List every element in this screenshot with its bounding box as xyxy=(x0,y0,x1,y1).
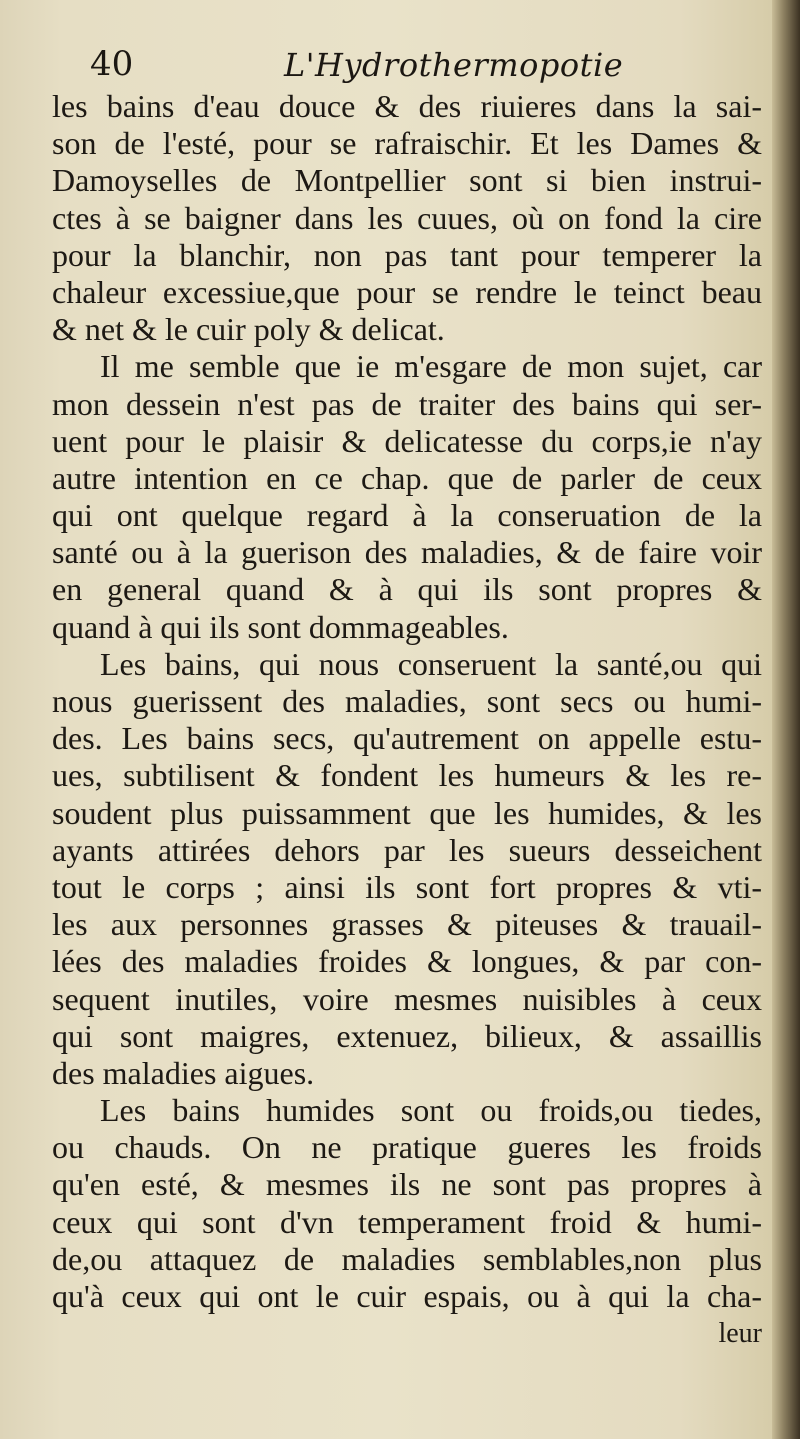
text-line: en general quand & à qui ils sont propres & xyxy=(52,571,762,608)
text-line: de,ou attaquez de maladies semblables,non plus xyxy=(52,1240,762,1277)
text-line: autre intention en ce chap. que de parler de ceux xyxy=(52,459,762,496)
text-line: tout le corps ; ainsi ils sont fort propres & vti- xyxy=(52,868,762,905)
text-line: Les bains humides sont ou froids,ou tiedes, xyxy=(100,1092,762,1129)
text-line: ctes à se baigner dans les cuues, où on fond la cire xyxy=(52,199,762,236)
catchword: leur xyxy=(718,1318,762,1350)
text-line: qu'en esté, & mesmes ils ne sont pas propres à xyxy=(52,1166,762,1203)
text-line: uent pour le plaisir & delicatesse du corps,ie n'ay xyxy=(52,422,762,459)
text-line: son de l'esté, pour se rafraischir. Et les Dames & xyxy=(52,125,762,162)
text-line: sequent inutiles, voire mesmes nuisibles à ceux xyxy=(52,980,762,1017)
text-line: ues, subtilisent & fondent les humeurs & les re- xyxy=(52,757,762,794)
text-line: pour la blanchir, non pas tant pour temperer la xyxy=(52,236,762,273)
body-text xyxy=(52,88,762,1352)
text-line: qu'à ceux qui ont le cuir espais, ou à qui la cha- xyxy=(52,1278,762,1314)
text-line: lées des maladies froides & longues, & par con- xyxy=(52,943,762,980)
text-line: ayants attirées dehors par les sueurs desseichent xyxy=(52,831,762,868)
page-header xyxy=(88,40,728,90)
running-title: L'Hydrothermopotie xyxy=(284,46,624,84)
text-line: Damoyselles de Montpellier sont si bien instrui- xyxy=(52,162,762,199)
text-line: santé ou à la guerison des maladies, & de faire voir xyxy=(52,534,762,571)
text-line: soudent plus puissamment que les humides, & les xyxy=(52,794,762,831)
text-line: ceux qui sont d'vn temperament froid & humi- xyxy=(52,1203,762,1240)
text-line: qui sont maigres, extenuez, bilieux, & assaillis xyxy=(52,1017,762,1054)
text-line: les aux personnes grasses & piteuses & trauail- xyxy=(52,906,762,943)
text-line: Il me semble que ie m'esgare de mon sujet, car xyxy=(100,348,762,385)
text-line: qui ont quelque regard à la conseruation de la xyxy=(52,497,762,534)
page-number: 40 xyxy=(90,44,134,84)
text-line: quand à qui ils sont dommageables. xyxy=(52,608,509,645)
text-line: les bains d'eau douce & des riuieres dans la sai- xyxy=(52,88,762,124)
page-edge xyxy=(772,0,800,1439)
text-line: ou chauds. On ne pratique gueres les froids xyxy=(52,1129,762,1166)
text-line: chaleur excessiue,que pour se rendre le teinct beau xyxy=(52,273,762,310)
text-line: Les bains, qui nous conseruent la santé,ou qui xyxy=(100,645,762,682)
text-line: nous guerissent des maladies, sont secs ou humi- xyxy=(52,683,762,719)
text-line: des. Les bains secs, qu'autrement on appelle estu- xyxy=(52,720,762,757)
text-line: mon dessein n'est pas de traiter des bains qui ser- xyxy=(52,385,762,422)
text-line: des maladies aigues. xyxy=(52,1054,315,1091)
text-line: & net & le cuir poly & delicat. xyxy=(52,311,445,348)
